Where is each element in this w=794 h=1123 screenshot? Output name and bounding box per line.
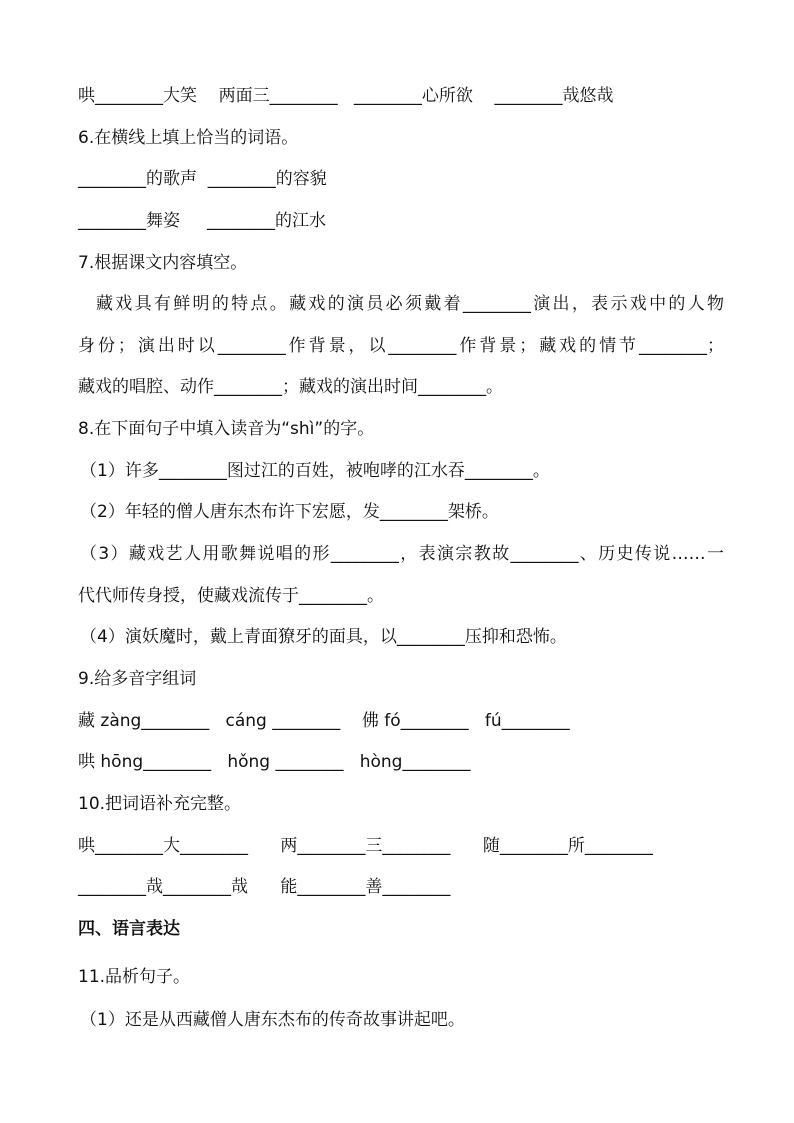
question-11-heading: 11.品析句子。 bbox=[78, 967, 191, 987]
question-11-item-1: （1）还是从西藏僧人唐东杰布的传奇故事讲起吧。 bbox=[80, 1010, 465, 1030]
question-10-line-1: 哄________大________ 两________三________ 随________所________ bbox=[78, 836, 653, 856]
idiom-fill-line: 哄________大笑 两面三________ ________心所欲 ________哉悠哉 bbox=[78, 86, 614, 106]
question-7-heading: 7.根据课文内容填空。 bbox=[78, 253, 248, 273]
question-8-item-1: （1）许多________图过江的百姓，被咆哮的江水吞________。 bbox=[80, 461, 550, 481]
question-6-line-2: ________舞姿 ________的江水 bbox=[78, 211, 327, 231]
question-9-heading: 9.给多音字组词 bbox=[78, 669, 197, 689]
question-8-item-3-line-1: （3）藏戏艺人用歌舞说唱的形________，表演宗教故________、历史传说……一 bbox=[80, 544, 724, 564]
question-8-item-3-line-2: 代代师传身授，使藏戏流传于________。 bbox=[78, 586, 384, 606]
question-10-line-2: ________哉________哉 能________善________ bbox=[78, 877, 451, 897]
question-7-paragraph-line-3: 藏戏的唱腔、动作________；藏戏的演出时间________。 bbox=[78, 377, 503, 397]
section-4-heading: 四、语言表达 bbox=[78, 919, 180, 939]
question-8-item-2: （2）年轻的僧人唐东杰布许下宏愿，发________架桥。 bbox=[80, 502, 499, 522]
question-7-paragraph-line-1: 藏戏具有鲜明的特点。藏戏的演员必须戴着________演出，表示戏中的人物 bbox=[96, 294, 724, 314]
question-6-line-1: ________的歌声 ________的容貌 bbox=[78, 169, 327, 189]
question-10-heading: 10.把词语补充完整。 bbox=[78, 794, 242, 814]
question-9-line-2: 哄 hōng________ hǒng ________ hòng________ bbox=[78, 752, 471, 772]
question-8-item-4: （4）演妖魔时，戴上青面獠牙的面具，以________压抑和恐怖。 bbox=[80, 627, 567, 647]
question-8-heading: 8.在下面句子中填入读音为“shì”的字。 bbox=[78, 419, 375, 439]
question-6-heading: 6.在横线上填上恰当的词语。 bbox=[78, 128, 299, 148]
question-9-line-1: 藏 zàng________ cáng ________ 佛 fó________ fú________ bbox=[78, 711, 570, 731]
question-7-paragraph-line-2: 身份；演出时以________作背景，以________作背景；藏戏的情节________； bbox=[78, 336, 724, 356]
